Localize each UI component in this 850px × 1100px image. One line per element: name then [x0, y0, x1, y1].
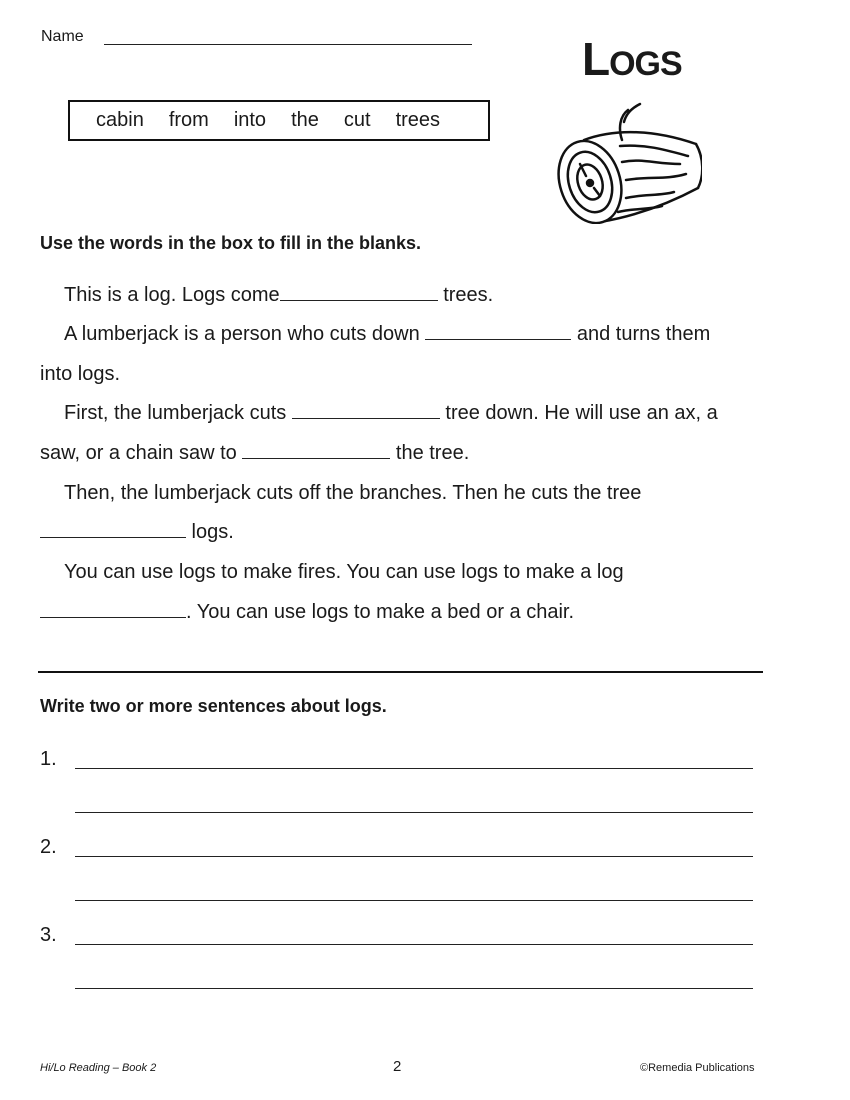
passage-line: Then, the lumberjack cuts off the branches. Then he cuts the tree	[64, 482, 642, 504]
passage-line: A lumberjack is a person who cuts down and turns them	[64, 323, 711, 345]
word-bank-box	[68, 100, 490, 141]
name-field[interactable]	[104, 44, 472, 45]
footer-publisher: ©Remedia Publications	[640, 1062, 755, 1074]
word-bank-item: the	[291, 109, 319, 131]
writing-line[interactable]	[75, 988, 753, 989]
writing-line[interactable]	[75, 944, 753, 945]
passage-line: First, the lumberjack cuts tree down. He will use an ax, a	[64, 402, 718, 424]
item-number: 2.	[40, 836, 57, 858]
word-bank-item: cabin	[96, 109, 144, 131]
word-bank-item: into	[233, 109, 267, 131]
answer-blank[interactable]	[242, 442, 390, 459]
passage-line: logs.	[40, 521, 234, 544]
word-bank-item: from	[168, 109, 209, 131]
passage-line: saw, or a chain saw to the tree.	[40, 442, 470, 464]
writing-line[interactable]	[75, 812, 753, 813]
passage-line: into logs.	[40, 363, 121, 385]
answer-blank[interactable]	[425, 323, 571, 340]
title-initial: L	[582, 33, 610, 85]
passage-line: This is a log. Logs come trees.	[64, 284, 494, 306]
section-divider	[38, 671, 763, 673]
name-label: Name	[41, 28, 84, 45]
writing-line[interactable]	[75, 768, 753, 769]
word-bank-item: cut	[343, 109, 371, 131]
writing-instruction: Write two or more sentences about logs.	[40, 696, 387, 716]
writing-line[interactable]	[75, 856, 753, 857]
answer-blank[interactable]	[292, 402, 440, 419]
item-number: 1.	[40, 748, 57, 770]
passage-line: . You can use logs to make a bed or a chair.	[40, 601, 574, 624]
word-bank-item: trees	[395, 109, 441, 131]
answer-blank[interactable]	[40, 521, 186, 538]
answer-blank[interactable]	[280, 284, 438, 301]
title-rest: OGS	[609, 45, 682, 83]
writing-line[interactable]	[75, 900, 753, 901]
page-number: 2	[393, 1058, 402, 1075]
footer-book-title: Hi/Lo Reading – Book 2	[40, 1062, 157, 1074]
page-title	[582, 33, 682, 85]
fill-in-instruction: Use the words in the box to fill in the blanks.	[40, 233, 422, 253]
item-number: 3.	[40, 924, 57, 946]
log-icon	[556, 100, 702, 224]
passage-line: You can use logs to make fires. You can use logs to make a log	[64, 561, 624, 583]
answer-blank[interactable]	[40, 601, 186, 618]
